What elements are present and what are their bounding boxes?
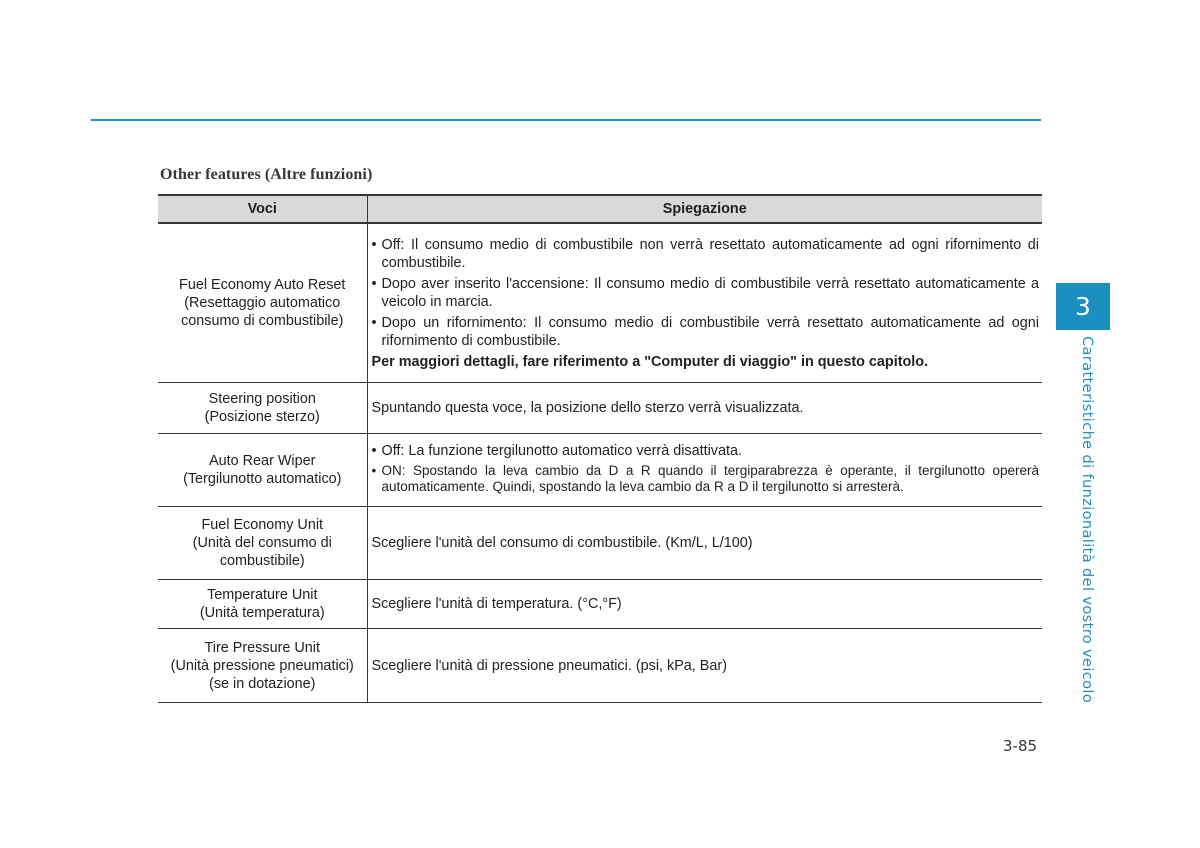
voce-line: Tire Pressure Unit [204, 639, 320, 656]
bullet-item: • Off: La funzione tergilunotto automatico verrà disattivata. [372, 442, 1040, 460]
voce-cell [158, 383, 367, 434]
chapter-caption: Caratteristiche di funzionalità del vostro veicolo [1079, 336, 1095, 704]
voce-cell [158, 223, 367, 383]
chapter-tab: 3 [1056, 283, 1110, 330]
features-table [158, 194, 1042, 703]
section-title: Other features (Altre funzioni) [160, 166, 373, 183]
top-rule [91, 119, 1041, 121]
reference-note: Per maggiori dettagli, fare riferimento a "Computer di viaggio" in questo capitolo. [371, 353, 929, 370]
voce-line: (Posizione sterzo) [204, 409, 320, 425]
bullet-item: • Dopo aver inserito l'accensione: Il consumo medio di combustibile verrà resettato automaticamente a veicolo in marcia. [372, 275, 1040, 311]
voce-line: (Unità del consumo di [192, 535, 332, 551]
table-row [158, 580, 1042, 629]
spiegazione-cell [367, 223, 1042, 383]
bullet-list [372, 236, 1040, 350]
table-header-row [158, 195, 1042, 223]
table-row [158, 629, 1042, 703]
bullet-item: • ON: Spostando la leva cambio da D a R quando il tergiparabrezza è operante, il tergilunotto opererà automaticamente. Quindi, spostando la leva cambio da R a D il tergilunotto si arresterà. [372, 463, 1040, 495]
voce-line: (Unità temperatura) [199, 605, 325, 621]
spiegazione-cell [367, 434, 1042, 507]
voce-line: combustibile) [219, 553, 305, 569]
header-voci: Voci [158, 195, 367, 223]
table-row [158, 434, 1042, 507]
spiegazione-cell: Scegliere l'unità di pressione pneumatici. (psi, kPa, Bar) [367, 629, 1042, 703]
bullet-list [372, 442, 1040, 495]
voce-line: Fuel Economy Auto Reset [179, 277, 346, 293]
voce-line: Temperature Unit [207, 587, 318, 603]
bullet-item: • Dopo un rifornimento: Il consumo medio di combustibile verrà resettato automaticamente ad ogni rifornimento di combustibile. [372, 314, 1040, 350]
spiegazione-cell: Spuntando questa voce, la posizione dello sterzo verrà visualizzata. [367, 383, 1042, 434]
voce-line: (se in dotazione) [209, 675, 316, 692]
voce-line: (Resettaggio automatico [184, 295, 341, 311]
voce-line: (Unità pressione pneumatici) [170, 657, 354, 674]
voce-line: Fuel Economy Unit [201, 517, 324, 533]
bullet-item: • Off: Il consumo medio di combustibile non verrà resettato automaticamente ad ogni rifornimento di combustibile. [372, 236, 1040, 272]
spiegazione-cell: Scegliere l'unità del consumo di combustibile. (Km/L, L/100) [367, 507, 1042, 580]
voce-line: Auto Rear Wiper [209, 453, 316, 469]
table-row [158, 223, 1042, 383]
table-row [158, 383, 1042, 434]
voce-cell [158, 507, 367, 580]
voce-cell [158, 629, 367, 703]
voce-cell [158, 580, 367, 629]
table-row [158, 507, 1042, 580]
page-number: 3-85 [1003, 737, 1038, 755]
spiegazione-cell: Scegliere l'unità di temperatura. (°C,°F) [367, 580, 1042, 629]
voce-line: Steering position [208, 391, 316, 407]
voce-line: consumo di combustibile) [181, 313, 344, 329]
voce-cell [158, 434, 367, 507]
voce-line: (Tergilunotto automatico) [183, 471, 342, 487]
header-spiegazione: Spiegazione [367, 195, 1042, 223]
